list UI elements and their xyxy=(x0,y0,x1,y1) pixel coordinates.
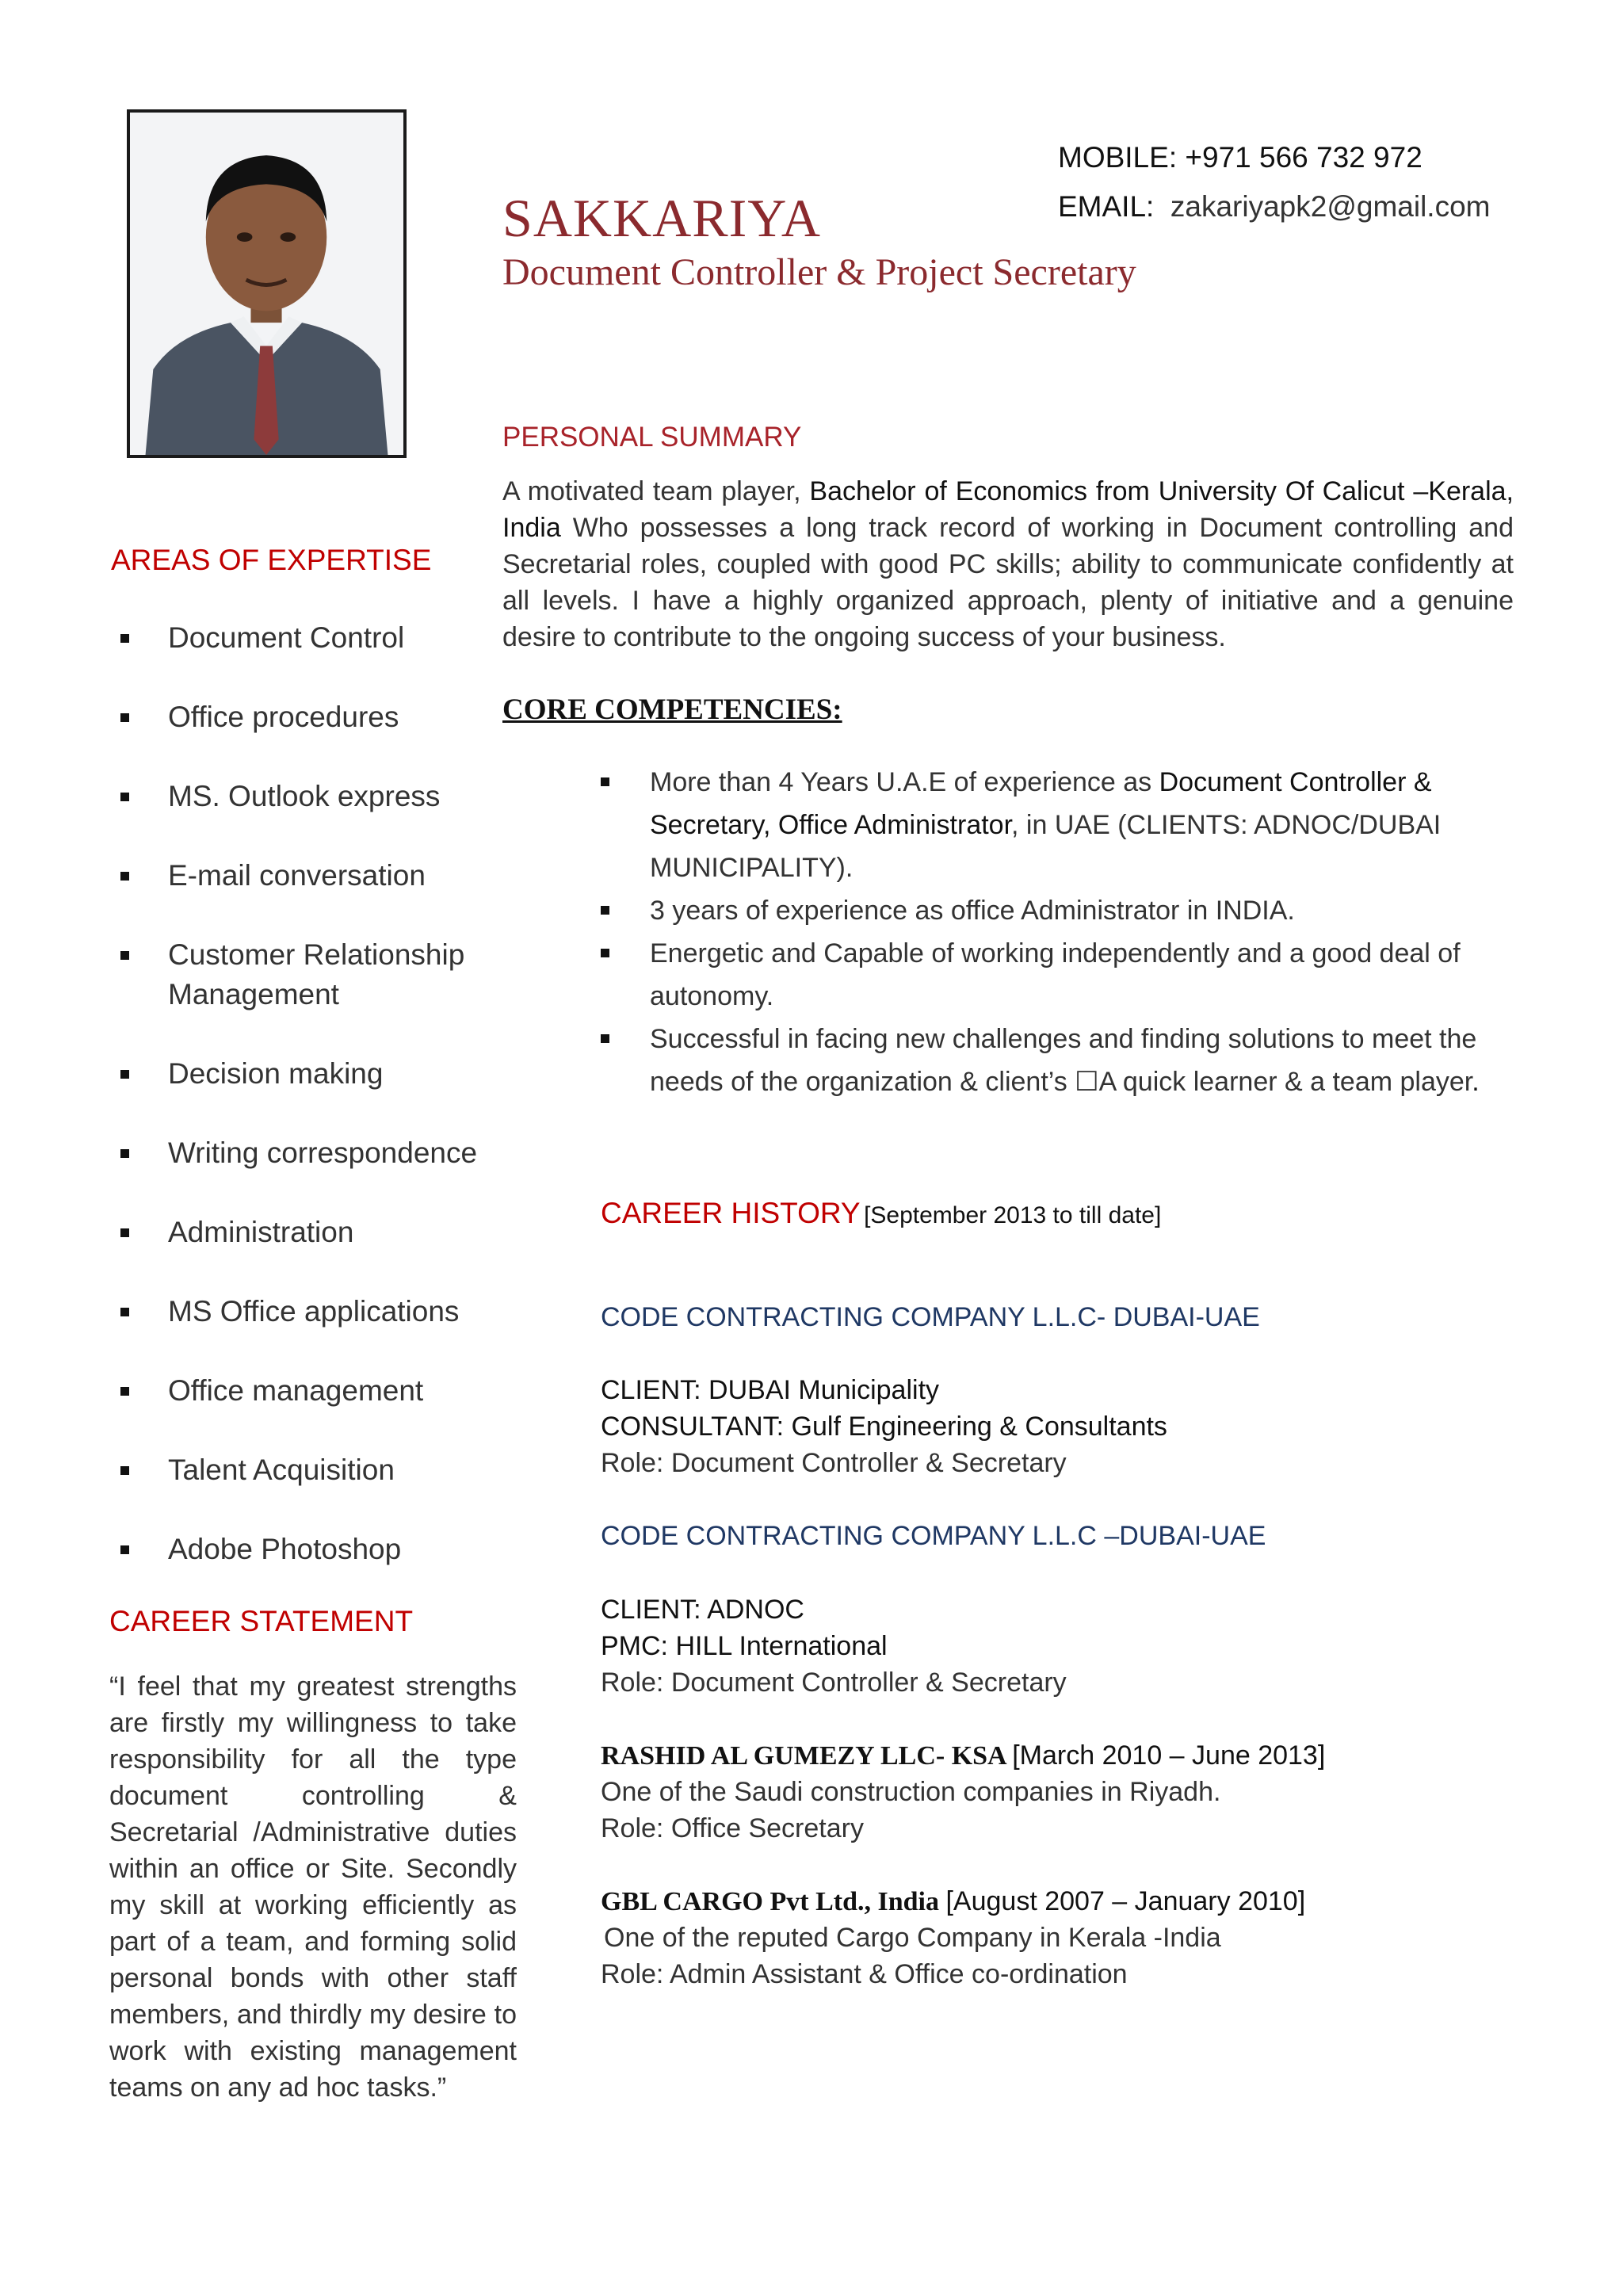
job2-role: Role: Document Controller & Secretary xyxy=(601,1668,1067,1698)
career-history-range: [September 2013 to till date] xyxy=(864,1202,1162,1228)
job2-company: CODE CONTRACTING COMPANY L.L.C –DUBAI-UAE xyxy=(601,1521,1266,1551)
job4-company: GBL CARGO Pvt Ltd., India xyxy=(601,1887,946,1916)
job1-company: CODE CONTRACTING COMPANY L.L.C- DUBAI-UAE xyxy=(601,1302,1260,1332)
bullet-icon xyxy=(120,872,129,881)
email-line xyxy=(1058,182,1490,231)
list-item xyxy=(601,932,1520,1018)
bullet-icon xyxy=(601,906,609,915)
bullet-icon xyxy=(120,1149,129,1158)
areas-of-expertise-heading: AREAS OF EXPERTISE xyxy=(111,544,432,576)
career-history-heading: CAREER HISTORY xyxy=(601,1197,861,1229)
job3-description: One of the Saudi construction companies in Riyadh. xyxy=(601,1777,1221,1807)
item-text: Writing correspondence xyxy=(168,1137,478,1169)
list-item xyxy=(120,935,501,1014)
item-text: Document Control xyxy=(168,621,405,654)
item-text: Decision making xyxy=(168,1057,384,1090)
list-item xyxy=(120,1213,501,1252)
bullet-icon xyxy=(601,777,609,786)
job1-role: Role: Document Controller & Secretary xyxy=(601,1448,1067,1478)
list-item xyxy=(601,761,1520,889)
bullet-icon xyxy=(120,1228,129,1237)
list-item xyxy=(120,697,501,737)
item-text: Talent Acquisition xyxy=(168,1454,395,1486)
summary-degree: Bachelor of Economics from University Of Calicut –Kerala, India xyxy=(502,476,1514,543)
job4-header xyxy=(601,1886,1305,1917)
job1-client: CLIENT: DUBAI Municipality xyxy=(601,1375,940,1405)
item-text: Office procedures xyxy=(168,701,399,733)
job4-role: Role: Admin Assistant & Office co-ordination xyxy=(601,1959,1128,1989)
areas-of-expertise-list xyxy=(120,618,501,1609)
item-emphasis: . xyxy=(1472,1067,1480,1097)
item-text: Adobe Photoshop xyxy=(168,1533,402,1565)
list-item xyxy=(120,1371,501,1411)
item-text: Office management xyxy=(168,1374,424,1407)
job3-company: RASHID AL GUMEZY LLC- KSA xyxy=(601,1741,1013,1771)
bullet-icon xyxy=(120,1070,129,1079)
item-text: E-mail conversation xyxy=(168,859,426,892)
list-item xyxy=(601,889,1520,932)
career-statement-text: “I feel that my greatest strengths are firstly my willingness to take responsibility for all the type document controlling & Secretarial /Administrative duties within an office or Site. Secondly my skill at working efficiently as part of a team, and forming solid personal bonds with other staff members, and thirdly my desire to work with existing management teams on any ad hoc tasks.” xyxy=(109,1671,517,2103)
job1-consultant: CONSULTANT: Gulf Engineering & Consultants xyxy=(601,1412,1167,1442)
mobile-line xyxy=(1058,133,1490,182)
bullet-icon xyxy=(120,1387,129,1396)
item-text: Successful in facing new challenges and finding solutions to meet the needs of the organization & client’s ☐A quick learner & a team player xyxy=(650,1024,1477,1097)
list-item xyxy=(601,1018,1520,1103)
job2-pmc: PMC: HILL International xyxy=(601,1631,888,1661)
candidate-title: Document Controller & Project Secretary xyxy=(502,251,1136,293)
item-text: MS. Outlook express xyxy=(168,780,441,812)
job3-dates: [March 2010 – June 2013] xyxy=(1012,1740,1326,1771)
summary-rest: Who possesses a long track record of working in Document controlling and Secretarial roles, coupled with good PC skills; ability to communicate confidently at all levels. I have a highly organized approach, plenty of initiative and a genuine desire to contribute to the ongoing success of your business. xyxy=(502,513,1514,652)
list-item xyxy=(120,1450,501,1490)
career-history-heading-line xyxy=(601,1197,1161,1230)
mobile-value: +971 566 732 972 xyxy=(1185,141,1423,174)
list-item xyxy=(120,618,501,658)
item-text: Administration xyxy=(168,1216,354,1248)
bullet-icon xyxy=(120,713,129,722)
item-text: Customer Relationship Management xyxy=(168,938,465,1010)
bullet-icon xyxy=(120,793,129,801)
job3-role: Role: Office Secretary xyxy=(601,1813,864,1843)
item-emphasis: Document Controller & Secretary, Office Administrator xyxy=(650,767,1432,840)
core-competencies-heading: CORE COMPETENCIES: xyxy=(502,693,842,726)
personal-summary-heading: PERSONAL SUMMARY xyxy=(502,422,802,453)
item-text: More than 4 Years U.A.E of experience as xyxy=(650,767,1159,797)
list-item xyxy=(120,777,501,816)
bullet-icon xyxy=(120,1466,129,1475)
list-item xyxy=(120,1054,501,1094)
core-competencies-list xyxy=(601,761,1520,1103)
item-text: 3 years of experience as office Administrator in INDIA. xyxy=(650,896,1295,926)
item-text: Energetic and Capable of working independently and a good deal of autonomy. xyxy=(650,938,1461,1011)
contact-block xyxy=(1058,133,1490,231)
personal-summary-text xyxy=(502,473,1514,655)
bullet-icon xyxy=(120,1308,129,1316)
list-item xyxy=(120,856,501,896)
job4-dates: [August 2007 – January 2010] xyxy=(945,1886,1306,1916)
candidate-name: SAKKARIYA xyxy=(502,188,821,248)
mobile-label: MOBILE: xyxy=(1058,141,1178,174)
list-item xyxy=(120,1133,501,1173)
list-item xyxy=(120,1530,501,1569)
bullet-icon xyxy=(120,1545,129,1554)
email-label: EMAIL: xyxy=(1058,190,1155,223)
list-item xyxy=(120,1292,501,1331)
job3-header xyxy=(601,1740,1325,1771)
career-statement-heading: CAREER STATEMENT xyxy=(109,1605,414,1637)
job4-description: One of the reputed Cargo Company in Kerala -India xyxy=(604,1923,1221,1953)
profile-photo xyxy=(127,109,407,458)
job2-client: CLIENT: ADNOC xyxy=(601,1595,804,1625)
bullet-icon xyxy=(601,1034,609,1043)
bullet-icon xyxy=(601,949,609,957)
summary-intro: A motivated team player, xyxy=(502,476,810,506)
item-text: MS Office applications xyxy=(168,1295,460,1328)
bullet-icon xyxy=(120,951,129,960)
item-text-tail: , in UAE (CLIENTS: ADNOC/DUBAI MUNICIPALITY). xyxy=(650,810,1442,883)
bullet-icon xyxy=(120,634,129,643)
email-value[interactable]: zakariyapk2@gmail.com xyxy=(1170,190,1491,223)
